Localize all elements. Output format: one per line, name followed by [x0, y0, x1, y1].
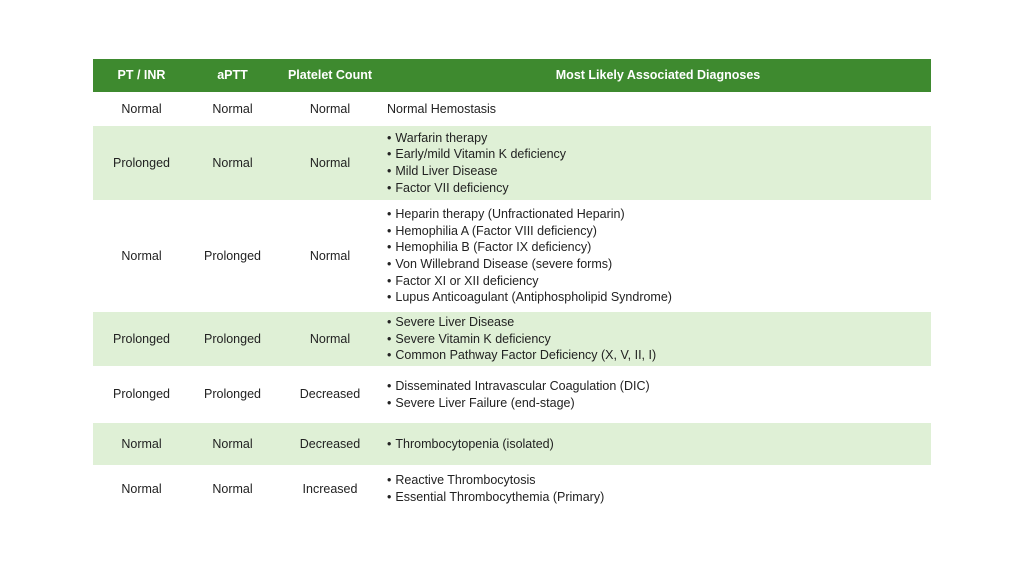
diagnosis-item: • Severe Liver Disease: [387, 314, 656, 331]
diagnosis-item: • Essential Thrombocythemia (Primary): [387, 489, 604, 506]
diagnosis-item: • Disseminated Intravascular Coagulation (DIC): [387, 378, 650, 395]
cell-aptt: Normal: [212, 101, 253, 116]
cell-aptt: Normal: [212, 481, 253, 496]
table-row: [93, 465, 931, 513]
diagnosis-list: [387, 314, 656, 364]
diagnosis-item: • Early/mild Vitamin K deficiency: [387, 146, 566, 163]
diagnosis-item: • Von Willebrand Disease (severe forms): [387, 256, 672, 273]
header-pt-inr: PT / INR: [117, 68, 166, 83]
cell-platelet: Normal: [309, 155, 351, 170]
cell-diagnoses: [385, 312, 931, 366]
header-diagnoses: Most Likely Associated Diagnoses: [555, 68, 761, 83]
table-row: [93, 200, 931, 312]
table-row: [93, 92, 931, 126]
diagnosis-item: • Reactive Thrombocytosis: [387, 472, 604, 489]
diagnosis-item: • Hemophilia B (Factor IX deficiency): [387, 239, 672, 256]
diagnosis-item: • Severe Vitamin K deficiency: [387, 331, 656, 348]
cell-diagnosis: Normal Hemostasis: [387, 101, 497, 116]
cell-pt-inr: Prolonged: [113, 387, 170, 402]
table-row: [93, 126, 931, 200]
cell-aptt: Prolonged: [204, 331, 261, 346]
table-row: [93, 366, 931, 423]
diagnosis-item: • Severe Liver Failure (end-stage): [387, 395, 650, 412]
diagnosis-item: • Lupus Anticoagulant (Antiphospholipid Syndrome): [387, 289, 672, 306]
cell-platelet: Normal: [309, 248, 351, 263]
diagnosis-item: • Common Pathway Factor Deficiency (X, V, II, I): [387, 347, 656, 364]
cell-platelet: Decreased: [299, 387, 361, 402]
table-row: [93, 312, 931, 366]
diagnosis-list: [387, 206, 672, 306]
diagnosis-list: [387, 436, 554, 453]
diagnosis-item: • Thrombocytopenia (isolated): [387, 436, 554, 453]
cell-pt-inr: Normal: [121, 248, 162, 263]
diagnosis-list: [387, 378, 650, 411]
cell-diagnoses: [385, 465, 931, 513]
diagnosis-item: • Warfarin therapy: [387, 130, 566, 147]
coagulation-table: [93, 59, 931, 513]
diagnosis-item: • Heparin therapy (Unfractionated Heparin): [387, 206, 672, 223]
cell-pt-inr: Prolonged: [113, 331, 170, 346]
cell-pt-inr: Prolonged: [113, 155, 170, 170]
diagnosis-item: • Mild Liver Disease: [387, 163, 566, 180]
cell-aptt: Prolonged: [204, 248, 261, 263]
cell-diagnoses: [385, 126, 931, 200]
cell-pt-inr: Normal: [121, 481, 162, 496]
cell-platelet: Normal: [309, 331, 351, 346]
cell-diagnoses: [385, 200, 931, 312]
cell-aptt: Normal: [212, 155, 253, 170]
table-row: [93, 423, 931, 465]
header-aptt: aPTT: [217, 68, 248, 83]
cell-diagnoses: [385, 423, 931, 465]
cell-platelet: Normal: [309, 101, 351, 116]
cell-aptt: Prolonged: [204, 387, 261, 402]
header-platelet-count: Platelet Count: [287, 68, 373, 83]
diagnosis-list: [387, 472, 604, 505]
diagnosis-item: • Factor VII deficiency: [387, 180, 566, 197]
cell-pt-inr: Normal: [121, 101, 162, 116]
diagnosis-item: • Factor XI or XII deficiency: [387, 273, 672, 290]
diagnosis-item: • Hemophilia A (Factor VIII deficiency): [387, 223, 672, 240]
diagnosis-list: [387, 130, 566, 196]
cell-platelet: Increased: [302, 481, 358, 496]
cell-aptt: Normal: [212, 436, 253, 451]
cell-platelet: Decreased: [299, 436, 361, 451]
table-header: [93, 59, 931, 92]
cell-diagnoses: [385, 366, 931, 423]
cell-pt-inr: Normal: [121, 436, 162, 451]
